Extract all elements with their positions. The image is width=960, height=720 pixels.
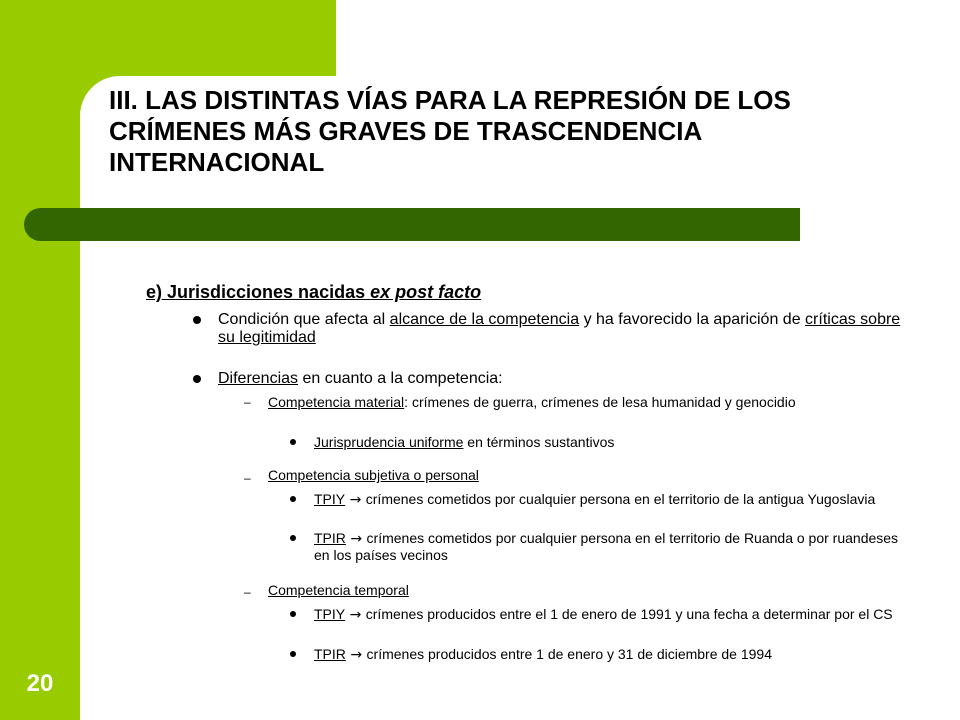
arrow-right-icon: →	[345, 531, 367, 547]
bullet-alcance	[218, 311, 908, 347]
text: en cuanto a la competencia:	[298, 370, 503, 387]
item-competencia-material	[268, 394, 908, 410]
underlined-text: TPIY	[314, 606, 346, 622]
text: Condición que afecta al	[218, 311, 390, 328]
bullet-diferencias	[218, 370, 908, 388]
item-jurisprudencia	[314, 434, 914, 450]
bullet-dot	[290, 535, 296, 541]
section-heading	[146, 282, 481, 303]
underlined-text: Jurisprudencia uniforme	[314, 434, 464, 450]
underlined-text: TPIY	[314, 491, 346, 507]
underlined-text: críticas sobre su legitimidad	[218, 311, 901, 346]
arrow-right-icon: →	[345, 647, 367, 663]
text: en términos sustantivos	[463, 434, 615, 450]
bullet-dot	[290, 611, 296, 617]
bullet-dot	[290, 651, 296, 657]
heading-text: e) Jurisdicciones nacidas	[146, 282, 371, 302]
item-tpiy-subjetiva	[314, 491, 914, 508]
dash-marker: –	[244, 395, 251, 409]
bullet-dot	[193, 316, 201, 324]
dash-marker: –	[244, 585, 251, 599]
arrow-right-icon: →	[345, 492, 366, 508]
underlined-text: TPIR	[314, 646, 346, 662]
bullet-dot	[290, 496, 296, 502]
item-tpir-subjetiva	[314, 530, 914, 563]
underlined-text: Competencia material	[268, 394, 405, 410]
item-competencia-subjetiva	[268, 467, 908, 483]
bullet-dot	[193, 375, 201, 383]
underlined-text: Diferencias	[218, 370, 299, 387]
text: crímenes cometidos por cualquier persona en el territorio de la antigua Yugoslavia	[365, 491, 876, 507]
underlined-text: TPIR	[314, 530, 346, 546]
dash-marker: –	[244, 471, 251, 485]
item-tpir-temporal	[314, 646, 914, 663]
slide-number: 20	[26, 670, 54, 697]
slide-title: III. LAS DISTINTAS VÍAS PARA LA REPRESIÓN DE LOS CRÍMENES MÁS GRAVES DE TRASCENDENCIA INTERNACIONAL	[109, 85, 791, 177]
item-tpiy-temporal	[314, 606, 914, 623]
text: y ha favorecido la aparición de	[579, 311, 806, 328]
text: crímenes producidos entre el 1 de enero de 1991 y una fecha a determinar por el CS	[365, 606, 893, 622]
underlined-text: alcance de la competencia	[389, 311, 580, 328]
underlined-text: Competencia temporal	[268, 582, 409, 598]
text: crímenes producidos entre 1 de enero y 31 de diciembre de 1994	[366, 646, 773, 662]
underlined-text: Competencia subjetiva o personal	[268, 467, 479, 483]
item-competencia-temporal	[268, 582, 908, 598]
arrow-right-icon: →	[345, 607, 366, 623]
text: crímenes cometidos por cualquier persona en el territorio de Ruanda o por ruandeses en los países vecinos	[314, 530, 899, 563]
text: : crímenes de guerra, crímenes de lesa humanidad y genocidio	[404, 394, 796, 410]
heading-italic: ex post facto	[370, 282, 482, 302]
bullet-dot	[290, 439, 296, 445]
